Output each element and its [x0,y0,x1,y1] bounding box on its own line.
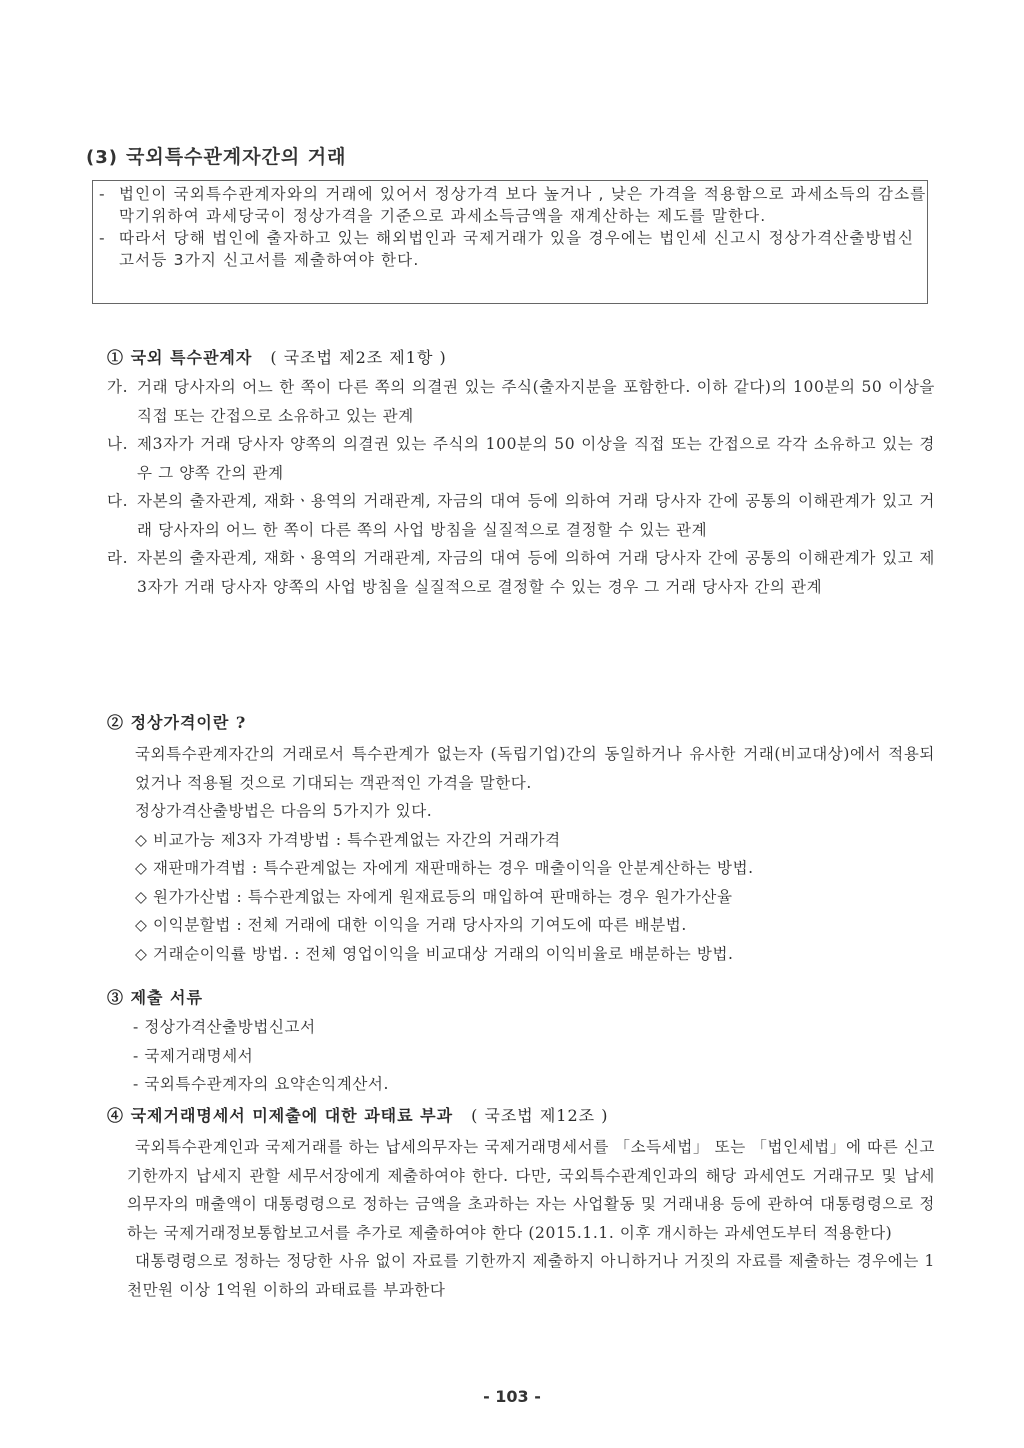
item-label: 다. [107,492,129,510]
s4-heading-text: ④ 국제거래명세서 미제출에 대한 과태료 부과 [107,1106,454,1125]
s4-reference: ( 국조법 제12조 ) [471,1106,609,1125]
s4-paragraph: 대통령령으로 정하는 정당한 사유 없이 자료를 기한까지 제출하지 아니하거나 거짓의 자료를 제출하는 경우에는 1천만원 이상 1억원 이하의 과태료를 부과한다 [127,1252,935,1299]
s3-docs [133,1013,933,1099]
s1-heading [107,345,447,368]
summary-box [92,180,928,304]
section-title-text: 국외특수관계자간의 거래 [125,146,347,168]
section-title [86,142,347,169]
item-label: 라. [107,549,129,567]
section-number: (3) [86,147,118,168]
method-item: ◇ 이익분할법 : 전체 거래에 대한 이익을 거래 당사자의 기여도에 따른 배분법. [135,916,687,934]
page-number: - 103 - [483,1387,541,1406]
summary-bullet: - 법인이 국외특수관계자와의 거래에 있어서 정상가격 보다 높거나 , 낮은 가격을 적용함으로 과세소득의 감소를 막기위하여 과세당국이 정상가격을 기준으로 과세소득금액을 재계산하는 제도를 말한다. [99,185,927,225]
s4-paragraph: 국외특수관계인과 국제거래를 하는 납세의무자는 국제거래명세서를 「소득세법」 또는 「법인세법」에 따른 신고기한까지 납세지 관할 세무서장에게 제출하여야 한다. 다만, 국외특수관계인과의 해당 과세연도 거래규모 및 납세의무자의 매출액이 대통령령으로 정하는 금액을 초과하는 자는 사업활동 및 거래내용 등에 관하여 대통령령으로 정하는 국제거래정보통합보고서를 추가로 제출하여야 한다 (2015.1.1. 이후 개시하는 과세연도부터 적용한다) [127,1138,935,1242]
item-text: 거래 당사자의 어느 한 쪽이 다른 쪽의 의결권 있는 주식(출자지분을 포함한다. 이하 같다)의 100분의 50 이상을 직접 또는 간접으로 소유하고 있는 관계 [137,378,935,425]
doc-item: - 국제거래명세서 [133,1046,254,1065]
list-item [107,373,935,430]
summary-bullet: - 따라서 당해 법인에 출자하고 있는 해외법인과 국제거래가 있을 경우에는 법인세 신고시 정상가격산출방법신고서등 3가지 신고서를 제출하여야 한다. [99,229,915,269]
s4-heading [107,1103,608,1126]
s1-heading-text: ① 국외 특수관계자 [107,348,253,367]
s2-body [135,740,935,968]
item-label: 가. [107,378,129,396]
method-item: ◇ 비교가능 제3자 가격방법 : 특수관계없는 자간의 거래가격 [135,830,561,849]
s3-heading: ③ 제출 서류 [107,988,203,1007]
s2-heading: ② 정상가격이란 ? [107,713,247,732]
method-item: ◇ 재판매가격법 : 특수관계없는 자에게 재판매하는 경우 매출이익을 안분계산하는 방법. [135,859,754,877]
doc-item: - 정상가격산출방법신고서 [133,1018,316,1036]
s1-items [107,373,935,601]
item-text: 제3자가 거래 당사자 양쪽의 의결권 있는 주식의 100분의 50 이상을 직접 또는 간접으로 각각 소유하고 있는 경우 그 양쪽 간의 관계 [137,435,935,482]
method-item: ◇ 거래순이익률 방법. : 전체 영업이익을 비교대상 거래의 이익비율로 배분하는 방법. [135,944,734,963]
list-item [107,544,935,601]
s1-reference: ( 국조법 제2조 제1항 ) [270,348,447,367]
doc-item: - 국외특수관계자의 요약손익계산서. [133,1075,390,1093]
summary-bullet-text: 따라서 당해 법인에 출자하고 있는 해외법인과 국제거래가 있을 경우에는 법인세 신고시 정상가격산출방법신고서등 3가지 신고서를 제출하여야 한다. [119,229,915,269]
list-item [107,487,935,544]
item-text: 자본의 출자관계, 재화ㆍ용역의 거래관계, 자금의 대여 등에 의하여 거래 당사자 간에 공통의 이해관계가 있고 거래 당사자의 어느 한 쪽이 다른 쪽의 사업 방침을 실질적으로 결정할 수 있는 관계 [137,492,935,539]
s2-lead: 정상가격산출방법은 다음의 5가지가 있다. [135,802,433,820]
item-label: 나. [107,435,129,453]
list-item [107,430,935,487]
method-item: ◇ 원가가산법 : 특수관계없는 자에게 원재료등의 매입하여 판매하는 경우 원가가산율 [135,887,733,906]
s4-body [127,1133,935,1304]
summary-bullet-text: 법인이 국외특수관계자와의 거래에 있어서 정상가격 보다 높거나 , 낮은 가격을 적용함으로 과세소득의 감소를 막기위하여 과세당국이 정상가격을 기준으로 과세소득금액을 재계산하는 제도를 말한다. [119,185,927,225]
s2-intro: 국외특수관계자간의 거래로서 특수관계가 없는자 (독립기업)간의 동일하거나 유사한 거래(비교대상)에서 적용되었거나 적용될 것으로 기대되는 객관적인 가격을 말한다. [135,745,935,792]
item-text: 자본의 출자관계, 재화ㆍ용역의 거래관계, 자금의 대여 등에 의하여 거래 당사자 간에 공통의 이해관계가 있고 제3자가 거래 당사자 양쪽의 사업 방침을 실질적으로 결정할 수 있는 경우 그 거래 당사자 간의 관계 [137,549,935,596]
